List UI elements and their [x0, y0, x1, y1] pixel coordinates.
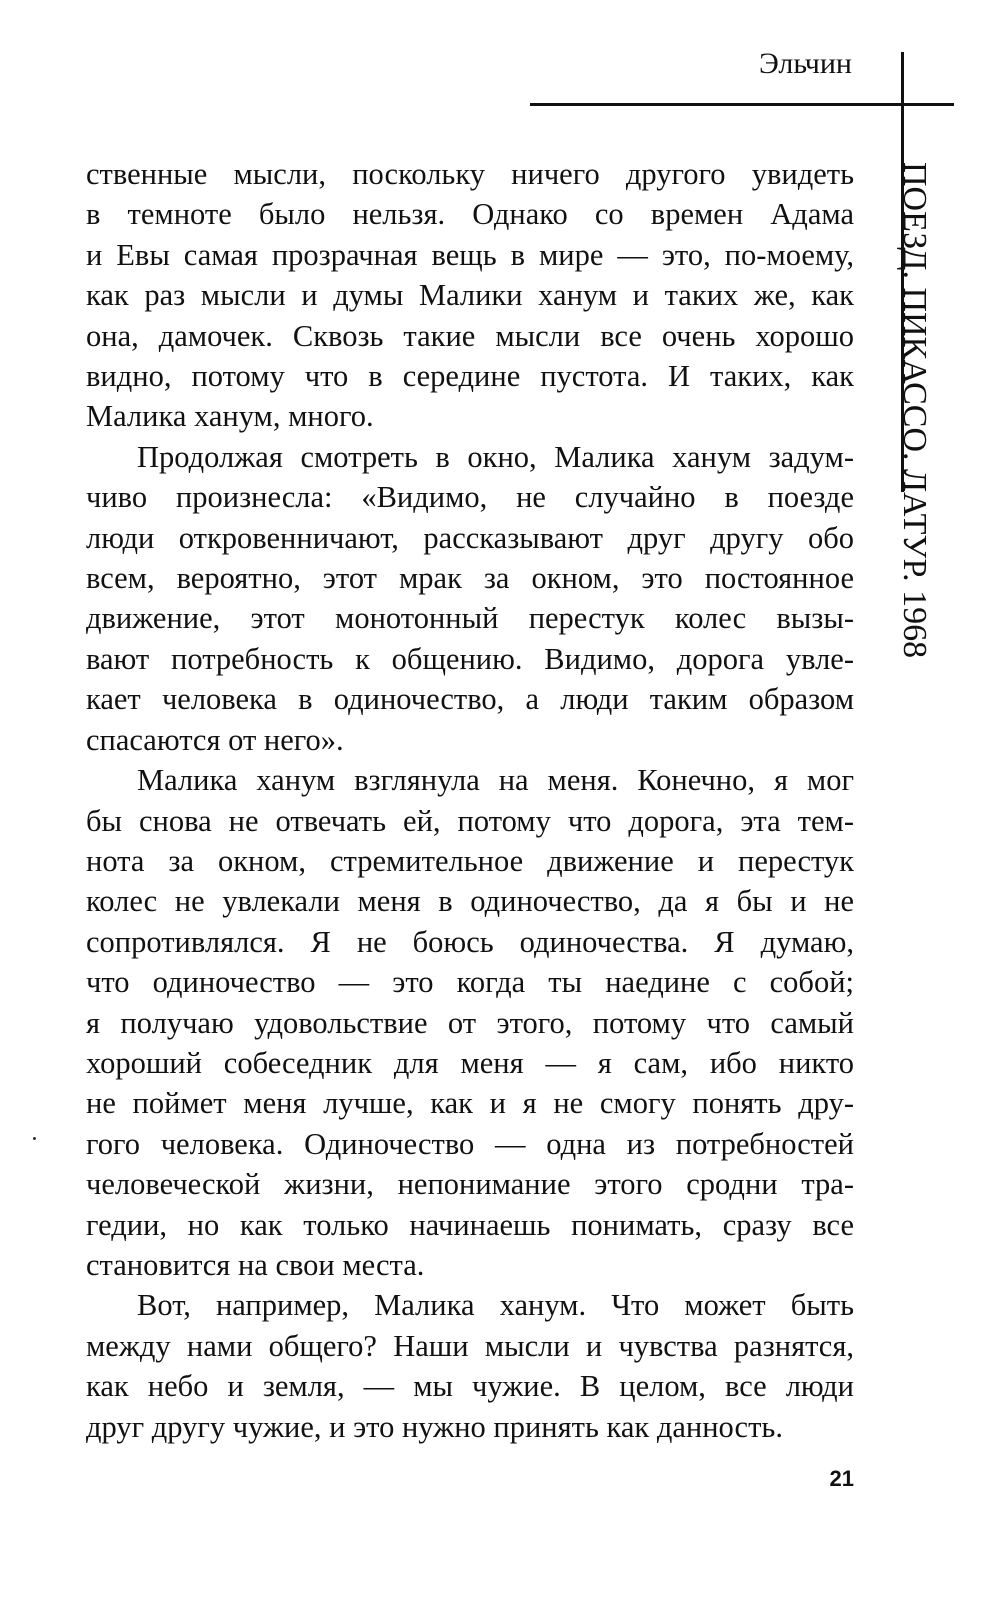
- text-line: Малика ханум, много.: [86, 399, 374, 434]
- text-line: Вот, например, Малика ханум. Что может быть: [137, 1288, 854, 1323]
- text-line: что одиночество — это когда ты наедине с собой;: [86, 965, 854, 1000]
- text-line: чиво произнесла: «Видимо, не случайно в поезде: [86, 480, 854, 515]
- text-line: колес не увлекали меня в одиночество, да я бы и не: [86, 884, 854, 919]
- text-line: движение, этот монотонный перестук колес вызы-: [86, 601, 854, 636]
- paragraph: [86, 1285, 854, 1447]
- text-line: Продолжая смотреть в окно, Малика ханум задум-: [137, 439, 854, 474]
- text-line: всем, вероятно, этот мрак за окном, это постоянное: [86, 561, 854, 596]
- text-line: гедии, но как только начинаешь понимать, сразу все: [86, 1207, 854, 1242]
- text-line: вают потребность к общению. Видимо, дорога увле-: [86, 641, 854, 676]
- text-line: бы снова не отвечать ей, потому что дорога, эта тем-: [86, 803, 854, 838]
- scan-speck: [33, 1137, 36, 1140]
- body-text: [86, 154, 854, 1447]
- text-line: ственные мысли, поскольку ничего другого увидеть: [86, 157, 854, 191]
- text-line: спасаются от него».: [86, 722, 344, 757]
- text-line: становится на свои места.: [86, 1247, 425, 1282]
- page-number: 21: [829, 1466, 854, 1491]
- text-line: Малика ханум взглянула на меня. Конечно, я мог: [137, 763, 854, 798]
- text-line: друг другу чужие, и это нужно принять как данность.: [86, 1409, 783, 1444]
- paragraph: [86, 760, 854, 1285]
- text-line: между нами общего? Наши мысли и чувства разнятся,: [86, 1328, 854, 1363]
- header-rule-horizontal: [530, 103, 954, 106]
- paragraph: [86, 437, 854, 760]
- text-line: в темноте было нельзя. Однако со времен Адама: [86, 197, 854, 232]
- text-line: я получаю удовольствие от этого, потому что самый: [86, 1005, 854, 1040]
- text-line: хороший собеседник для меня — я сам, ибо никто: [86, 1045, 854, 1080]
- paragraph: [86, 154, 854, 437]
- running-head: Эльчин: [759, 47, 852, 80]
- text-line: как раз мысли и думы Малики ханум и таких же, как: [86, 278, 854, 313]
- text-line: и Евы самая прозрачная вещь в мире — это, по-моему,: [86, 237, 854, 272]
- text-line: человеческой жизни, непонимание этого сродни тра-: [86, 1167, 854, 1202]
- text-line: она, дамочек. Сквозь такие мысли все очень хорошо: [86, 318, 854, 353]
- text-line: не поймет меня лучше, как и я не смогу понять дру-: [86, 1086, 854, 1121]
- text-line: гого человека. Одиночество — одна из потребностей: [86, 1126, 854, 1161]
- side-title: ПОЕЗД. ПИКАССО. ЛАТУР. 1968: [896, 162, 933, 659]
- text-line: видно, потому что в середине пустота. И таких, как: [86, 359, 854, 394]
- text-line: кает человека в одиночество, а люди таким образом: [86, 682, 854, 717]
- text-line: люди откровенничают, рассказывают друг другу обо: [86, 520, 854, 555]
- text-line: сопротивлялся. Я не боюсь одиночества. Я думаю,: [86, 924, 854, 959]
- text-line: нота за окном, стремительное движение и перестук: [86, 843, 854, 878]
- text-line: как небо и земля, — мы чужие. В целом, все люди: [86, 1369, 854, 1404]
